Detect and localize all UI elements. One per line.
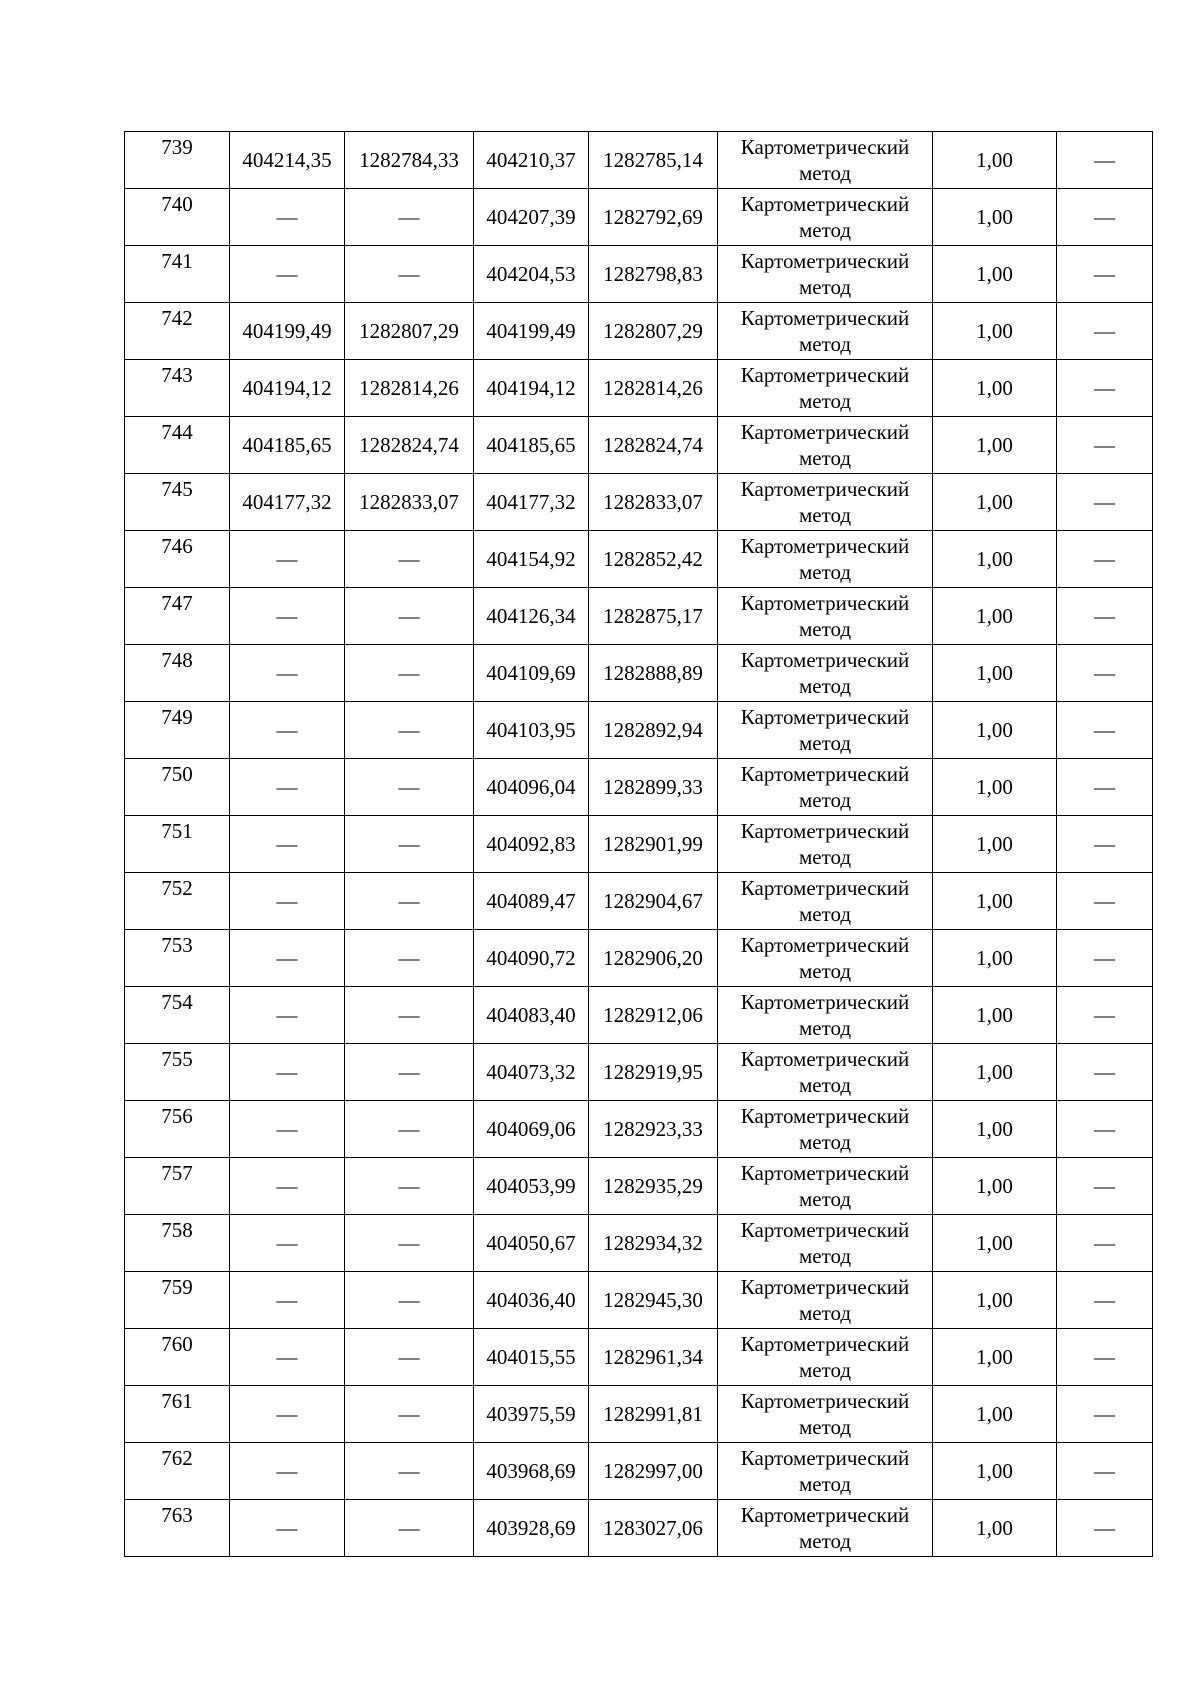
note-cell: — [1057,246,1153,303]
accuracy-cell: 1,00 [933,645,1057,702]
accuracy-cell: 1,00 [933,759,1057,816]
existing-x-cell: — [230,1215,345,1272]
note-cell: — [1057,816,1153,873]
accuracy-cell: 1,00 [933,246,1057,303]
note-cell: — [1057,588,1153,645]
table-row [125,759,1153,816]
new-x-cell: 404096,04 [474,759,589,816]
existing-y-cell: — [345,702,474,759]
point-number-cell: 744 [125,417,230,474]
note-cell: — [1057,987,1153,1044]
method-cell: Картометрический метод [718,645,933,702]
accuracy-cell: 1,00 [933,189,1057,246]
existing-y-cell: — [345,1272,474,1329]
existing-x-cell: — [230,1044,345,1101]
new-x-cell: 404073,32 [474,1044,589,1101]
existing-x-cell: — [230,1101,345,1158]
existing-y-cell: — [345,645,474,702]
new-y-cell: 1282945,30 [589,1272,718,1329]
new-y-cell: 1282875,17 [589,588,718,645]
existing-x-cell: 404185,65 [230,417,345,474]
new-y-cell: 1282912,06 [589,987,718,1044]
new-x-cell: 403928,69 [474,1500,589,1557]
existing-x-cell: — [230,1329,345,1386]
existing-y-cell: — [345,1101,474,1158]
table-row [125,1500,1153,1557]
existing-x-cell: — [230,1386,345,1443]
table-row [125,1158,1153,1215]
point-number-cell: 746 [125,531,230,588]
new-y-cell: 1282935,29 [589,1158,718,1215]
table-row [125,645,1153,702]
point-number-cell: 760 [125,1329,230,1386]
method-cell: Картометрический метод [718,132,933,189]
note-cell: — [1057,132,1153,189]
existing-x-cell: — [230,588,345,645]
new-y-cell: 1282785,14 [589,132,718,189]
existing-y-cell: 1282824,74 [345,417,474,474]
accuracy-cell: 1,00 [933,873,1057,930]
existing-y-cell: — [345,816,474,873]
accuracy-cell: 1,00 [933,1500,1057,1557]
method-cell: Картометрический метод [718,588,933,645]
new-x-cell: 404103,95 [474,702,589,759]
table-row [125,531,1153,588]
point-number-cell: 739 [125,132,230,189]
new-x-cell: 404069,06 [474,1101,589,1158]
new-x-cell: 403975,59 [474,1386,589,1443]
new-y-cell: 1282892,94 [589,702,718,759]
method-cell: Картометрический метод [718,759,933,816]
existing-y-cell: — [345,930,474,987]
method-cell: Картометрический метод [718,1272,933,1329]
existing-y-cell: — [345,1443,474,1500]
new-x-cell: 404109,69 [474,645,589,702]
table-row [125,588,1153,645]
new-x-cell: 404083,40 [474,987,589,1044]
method-cell: Картометрический метод [718,987,933,1044]
existing-x-cell: — [230,873,345,930]
new-y-cell: 1282807,29 [589,303,718,360]
new-x-cell: 404126,34 [474,588,589,645]
method-cell: Картометрический метод [718,873,933,930]
method-cell: Картометрический метод [718,1443,933,1500]
point-number-cell: 749 [125,702,230,759]
point-number-cell: 761 [125,1386,230,1443]
accuracy-cell: 1,00 [933,1101,1057,1158]
table-row [125,873,1153,930]
existing-y-cell: — [345,1044,474,1101]
new-x-cell: 404050,67 [474,1215,589,1272]
accuracy-cell: 1,00 [933,360,1057,417]
new-x-cell: 404210,37 [474,132,589,189]
existing-x-cell: — [230,645,345,702]
point-number-cell: 740 [125,189,230,246]
method-cell: Картометрический метод [718,1329,933,1386]
table-row [125,132,1153,189]
note-cell: — [1057,474,1153,531]
method-cell: Картометрический метод [718,1158,933,1215]
accuracy-cell: 1,00 [933,132,1057,189]
note-cell: — [1057,1272,1153,1329]
accuracy-cell: 1,00 [933,474,1057,531]
existing-x-cell: — [230,702,345,759]
existing-x-cell: 404199,49 [230,303,345,360]
note-cell: — [1057,645,1153,702]
method-cell: Картометрический метод [718,1500,933,1557]
existing-y-cell: — [345,759,474,816]
accuracy-cell: 1,00 [933,1272,1057,1329]
note-cell: — [1057,759,1153,816]
existing-x-cell: — [230,1272,345,1329]
accuracy-cell: 1,00 [933,1329,1057,1386]
accuracy-cell: 1,00 [933,417,1057,474]
point-number-cell: 757 [125,1158,230,1215]
note-cell: — [1057,1386,1153,1443]
existing-y-cell: — [345,873,474,930]
accuracy-cell: 1,00 [933,930,1057,987]
new-x-cell: 404177,32 [474,474,589,531]
point-number-cell: 756 [125,1101,230,1158]
accuracy-cell: 1,00 [933,1158,1057,1215]
new-y-cell: 1282997,00 [589,1443,718,1500]
existing-x-cell: 404177,32 [230,474,345,531]
existing-x-cell: — [230,930,345,987]
table-row [125,417,1153,474]
new-x-cell: 404036,40 [474,1272,589,1329]
new-x-cell: 404207,39 [474,189,589,246]
accuracy-cell: 1,00 [933,987,1057,1044]
point-number-cell: 753 [125,930,230,987]
method-cell: Картометрический метод [718,531,933,588]
accuracy-cell: 1,00 [933,531,1057,588]
existing-y-cell: 1282833,07 [345,474,474,531]
table-row [125,1044,1153,1101]
method-cell: Картометрический метод [718,702,933,759]
point-number-cell: 743 [125,360,230,417]
point-number-cell: 763 [125,1500,230,1557]
existing-y-cell: — [345,189,474,246]
accuracy-cell: 1,00 [933,1215,1057,1272]
new-y-cell: 1282792,69 [589,189,718,246]
accuracy-cell: 1,00 [933,1044,1057,1101]
point-number-cell: 762 [125,1443,230,1500]
new-x-cell: 404053,99 [474,1158,589,1215]
method-cell: Картометрический метод [718,1215,933,1272]
note-cell: — [1057,417,1153,474]
note-cell: — [1057,1215,1153,1272]
table-row [125,1101,1153,1158]
new-y-cell: 1282961,34 [589,1329,718,1386]
point-number-cell: 748 [125,645,230,702]
new-x-cell: 404015,55 [474,1329,589,1386]
table-row [125,1215,1153,1272]
existing-x-cell: — [230,189,345,246]
new-x-cell: 403968,69 [474,1443,589,1500]
point-number-cell: 747 [125,588,230,645]
method-cell: Картометрический метод [718,474,933,531]
existing-x-cell: — [230,531,345,588]
note-cell: — [1057,531,1153,588]
note-cell: — [1057,189,1153,246]
note-cell: — [1057,1500,1153,1557]
new-y-cell: 1282852,42 [589,531,718,588]
note-cell: — [1057,1101,1153,1158]
method-cell: Картометрический метод [718,417,933,474]
existing-x-cell: — [230,987,345,1044]
existing-y-cell: 1282814,26 [345,360,474,417]
new-x-cell: 404194,12 [474,360,589,417]
existing-y-cell: — [345,1215,474,1272]
new-y-cell: 1282888,89 [589,645,718,702]
existing-y-cell: — [345,246,474,303]
note-cell: — [1057,1329,1153,1386]
table-row [125,987,1153,1044]
new-y-cell: 1282906,20 [589,930,718,987]
note-cell: — [1057,303,1153,360]
new-y-cell: 1282919,95 [589,1044,718,1101]
table-row [125,1272,1153,1329]
new-x-cell: 404185,65 [474,417,589,474]
table-body [125,132,1153,1557]
new-y-cell: 1282833,07 [589,474,718,531]
method-cell: Картометрический метод [718,189,933,246]
existing-x-cell: — [230,1443,345,1500]
table-row [125,930,1153,987]
new-y-cell: 1282899,33 [589,759,718,816]
note-cell: — [1057,873,1153,930]
method-cell: Картометрический метод [718,1386,933,1443]
existing-x-cell: — [230,1500,345,1557]
table-row [125,474,1153,531]
method-cell: Картометрический метод [718,360,933,417]
coordinates-table [124,131,1153,1557]
note-cell: — [1057,360,1153,417]
new-y-cell: 1282934,32 [589,1215,718,1272]
existing-y-cell: — [345,531,474,588]
point-number-cell: 754 [125,987,230,1044]
point-number-cell: 745 [125,474,230,531]
method-cell: Картометрический метод [718,303,933,360]
accuracy-cell: 1,00 [933,702,1057,759]
table-row [125,1386,1153,1443]
table-row [125,702,1153,759]
existing-y-cell: — [345,1158,474,1215]
accuracy-cell: 1,00 [933,303,1057,360]
point-number-cell: 741 [125,246,230,303]
new-x-cell: 404092,83 [474,816,589,873]
new-x-cell: 404089,47 [474,873,589,930]
existing-y-cell: — [345,1329,474,1386]
new-y-cell: 1282798,83 [589,246,718,303]
new-y-cell: 1283027,06 [589,1500,718,1557]
existing-x-cell: 404214,35 [230,132,345,189]
existing-x-cell: — [230,246,345,303]
accuracy-cell: 1,00 [933,816,1057,873]
existing-y-cell: — [345,1386,474,1443]
existing-y-cell: — [345,588,474,645]
new-y-cell: 1282991,81 [589,1386,718,1443]
method-cell: Картометрический метод [718,246,933,303]
new-y-cell: 1282824,74 [589,417,718,474]
existing-y-cell: — [345,987,474,1044]
table-row [125,1443,1153,1500]
existing-x-cell: — [230,816,345,873]
table-row [125,1329,1153,1386]
note-cell: — [1057,930,1153,987]
table-row [125,189,1153,246]
accuracy-cell: 1,00 [933,588,1057,645]
table-row [125,303,1153,360]
existing-x-cell: — [230,759,345,816]
point-number-cell: 758 [125,1215,230,1272]
table-row [125,360,1153,417]
note-cell: — [1057,702,1153,759]
point-number-cell: 755 [125,1044,230,1101]
point-number-cell: 742 [125,303,230,360]
method-cell: Картометрический метод [718,930,933,987]
new-x-cell: 404204,53 [474,246,589,303]
existing-y-cell: — [345,1500,474,1557]
new-x-cell: 404090,72 [474,930,589,987]
table-row [125,246,1153,303]
note-cell: — [1057,1044,1153,1101]
new-x-cell: 404154,92 [474,531,589,588]
point-number-cell: 752 [125,873,230,930]
point-number-cell: 759 [125,1272,230,1329]
note-cell: — [1057,1158,1153,1215]
point-number-cell: 750 [125,759,230,816]
method-cell: Картометрический метод [718,816,933,873]
method-cell: Картометрический метод [718,1044,933,1101]
new-x-cell: 404199,49 [474,303,589,360]
note-cell: — [1057,1443,1153,1500]
existing-x-cell: — [230,1158,345,1215]
new-y-cell: 1282904,67 [589,873,718,930]
point-number-cell: 751 [125,816,230,873]
table-row [125,816,1153,873]
accuracy-cell: 1,00 [933,1386,1057,1443]
existing-y-cell: 1282784,33 [345,132,474,189]
new-y-cell: 1282901,99 [589,816,718,873]
existing-x-cell: 404194,12 [230,360,345,417]
method-cell: Картометрический метод [718,1101,933,1158]
existing-y-cell: 1282807,29 [345,303,474,360]
accuracy-cell: 1,00 [933,1443,1057,1500]
new-y-cell: 1282814,26 [589,360,718,417]
new-y-cell: 1282923,33 [589,1101,718,1158]
